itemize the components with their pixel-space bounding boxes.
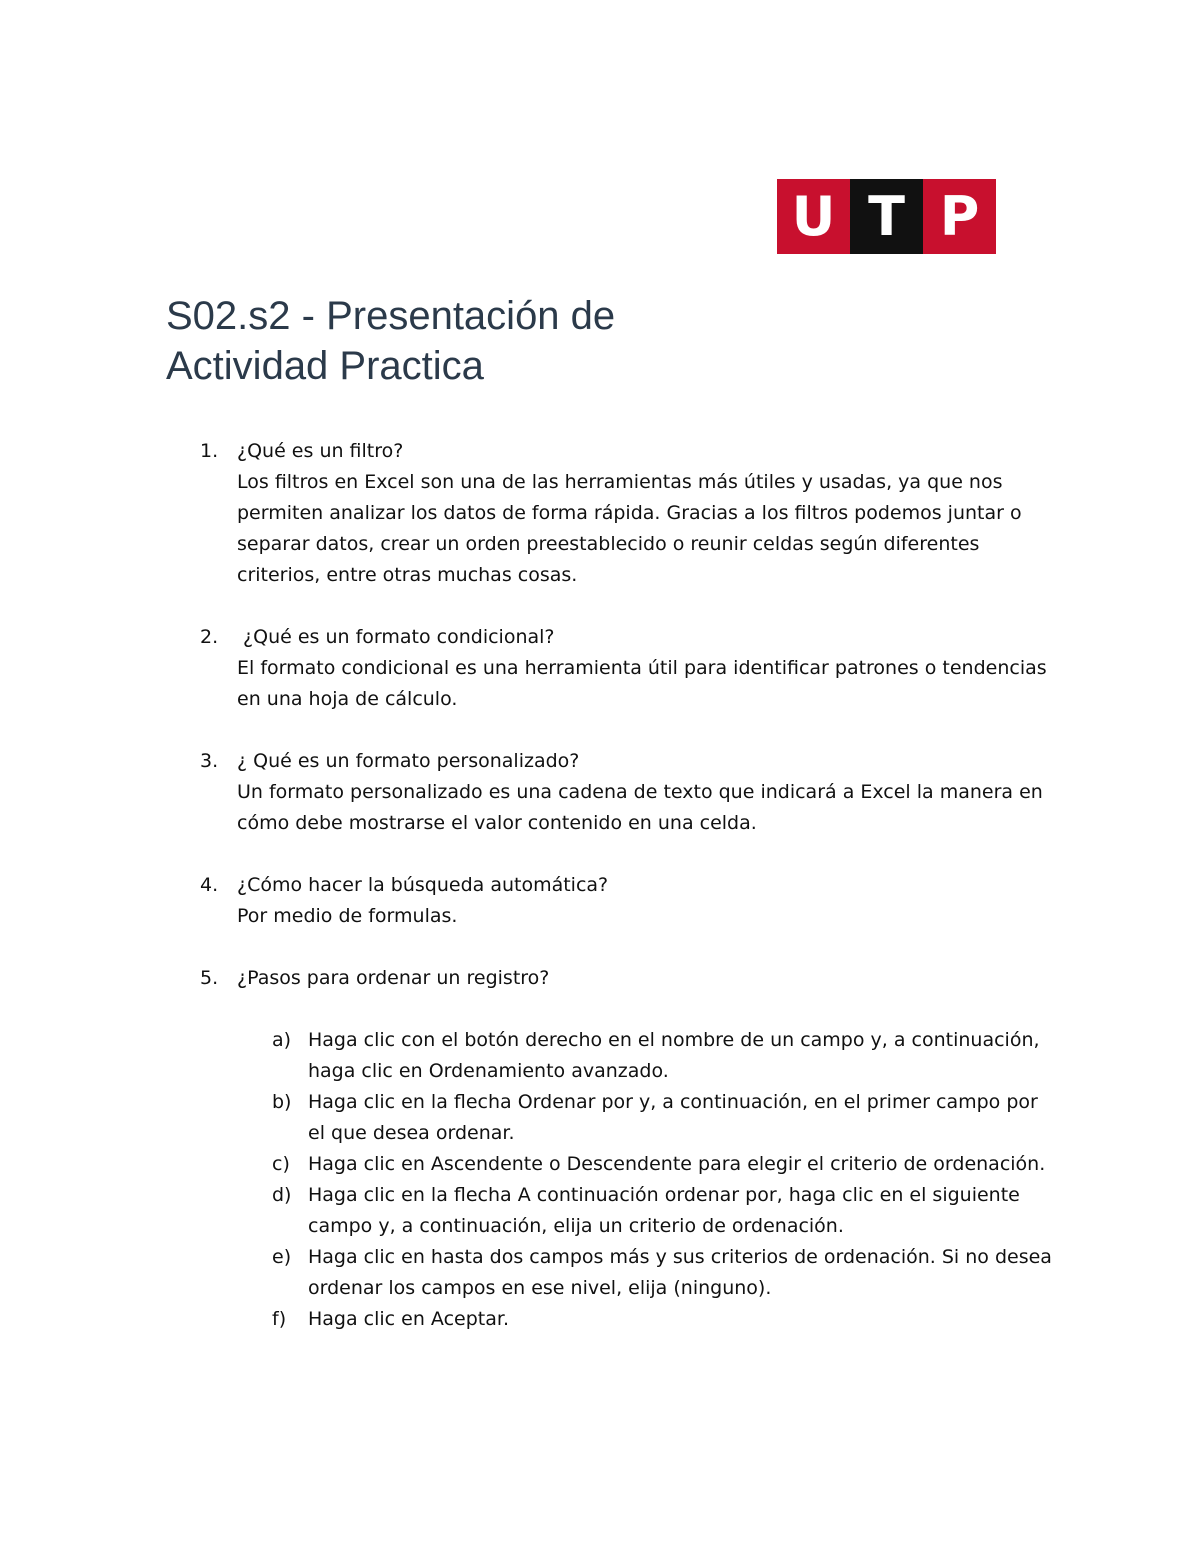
step-label: b) [272,1091,292,1113]
step-label: c) [272,1153,290,1175]
step-text: Haga clic en Ascendente o Descendente para elegir el criterio de ordenación. [308,1153,1046,1175]
question-text: ¿Cómo hacer la búsqueda automática? [237,874,609,896]
question-number: 1. [200,440,219,462]
logo-letter-t: T [850,179,923,254]
question-item-5 [200,963,1060,1335]
answer-text: Por medio de formulas. [237,905,458,927]
step-item-c [237,1149,1060,1180]
page-title-line1: S02.s2 - Presentación de [166,294,616,338]
step-text: Haga clic en hasta dos campos más y sus criterios de ordenación. Si no desea ordenar los campos en ese nivel, elija (ninguno). [308,1246,1052,1299]
question-text: ¿ Qué es un formato personalizado? [237,750,580,772]
question-item-3 [200,746,1060,839]
step-item-a [237,1025,1060,1087]
page-title-line2: Actividad Practica [166,344,484,388]
step-text: Haga clic en la flecha Ordenar por y, a continuación, en el primer campo por el que desea ordenar. [308,1091,1038,1144]
step-text: Haga clic en Aceptar. [308,1308,509,1330]
question-number: 4. [200,874,219,896]
question-number: 5. [200,967,219,989]
question-text: ¿Qué es un filtro? [237,440,404,462]
question-number: 2. [200,626,219,648]
step-label: e) [272,1246,292,1268]
logo-letter-u: U [777,179,850,254]
step-item-d [237,1180,1060,1242]
answer-text: Los filtros en Excel son una de las herramientas más útiles y usadas, ya que nos permiten analizar los datos de forma rápida. Gracias a los filtros podemos juntar o separar datos, crear un orden preestablecido o reunir celdas según diferentes criterios, entre otras muchas cosas. [237,471,1022,586]
step-item-e [237,1242,1060,1304]
steps-list [237,1025,1060,1335]
question-item-4 [200,870,1060,932]
question-text: ¿Qué es un formato condicional? [237,626,555,648]
step-text: Haga clic con el botón derecho en el nombre de un campo y, a continuación, haga clic en Ordenamiento avanzado. [308,1029,1040,1082]
answer-text: Un formato personalizado es una cadena de texto que indicará a Excel la manera en cómo debe mostrarse el valor contenido en una celda. [237,781,1043,834]
step-label: a) [272,1029,292,1051]
answer-text: El formato condicional es una herramienta útil para identificar patrones o tendencias en una hoja de cálculo. [237,657,1047,710]
page-title [166,291,866,391]
step-label: f) [272,1308,287,1330]
utp-logo [777,179,996,254]
question-text: ¿Pasos para ordenar un registro? [237,967,550,989]
logo-letter-p: P [923,179,996,254]
step-label: d) [272,1184,292,1206]
question-list [200,436,1060,1366]
step-item-f [237,1304,1060,1335]
step-text: Haga clic en la flecha A continuación ordenar por, haga clic en el siguiente campo y, a continuación, elija un criterio de ordenación. [308,1184,1020,1237]
question-item-2 [200,622,1060,715]
question-number: 3. [200,750,219,772]
question-item-1 [200,436,1060,591]
step-item-b [237,1087,1060,1149]
